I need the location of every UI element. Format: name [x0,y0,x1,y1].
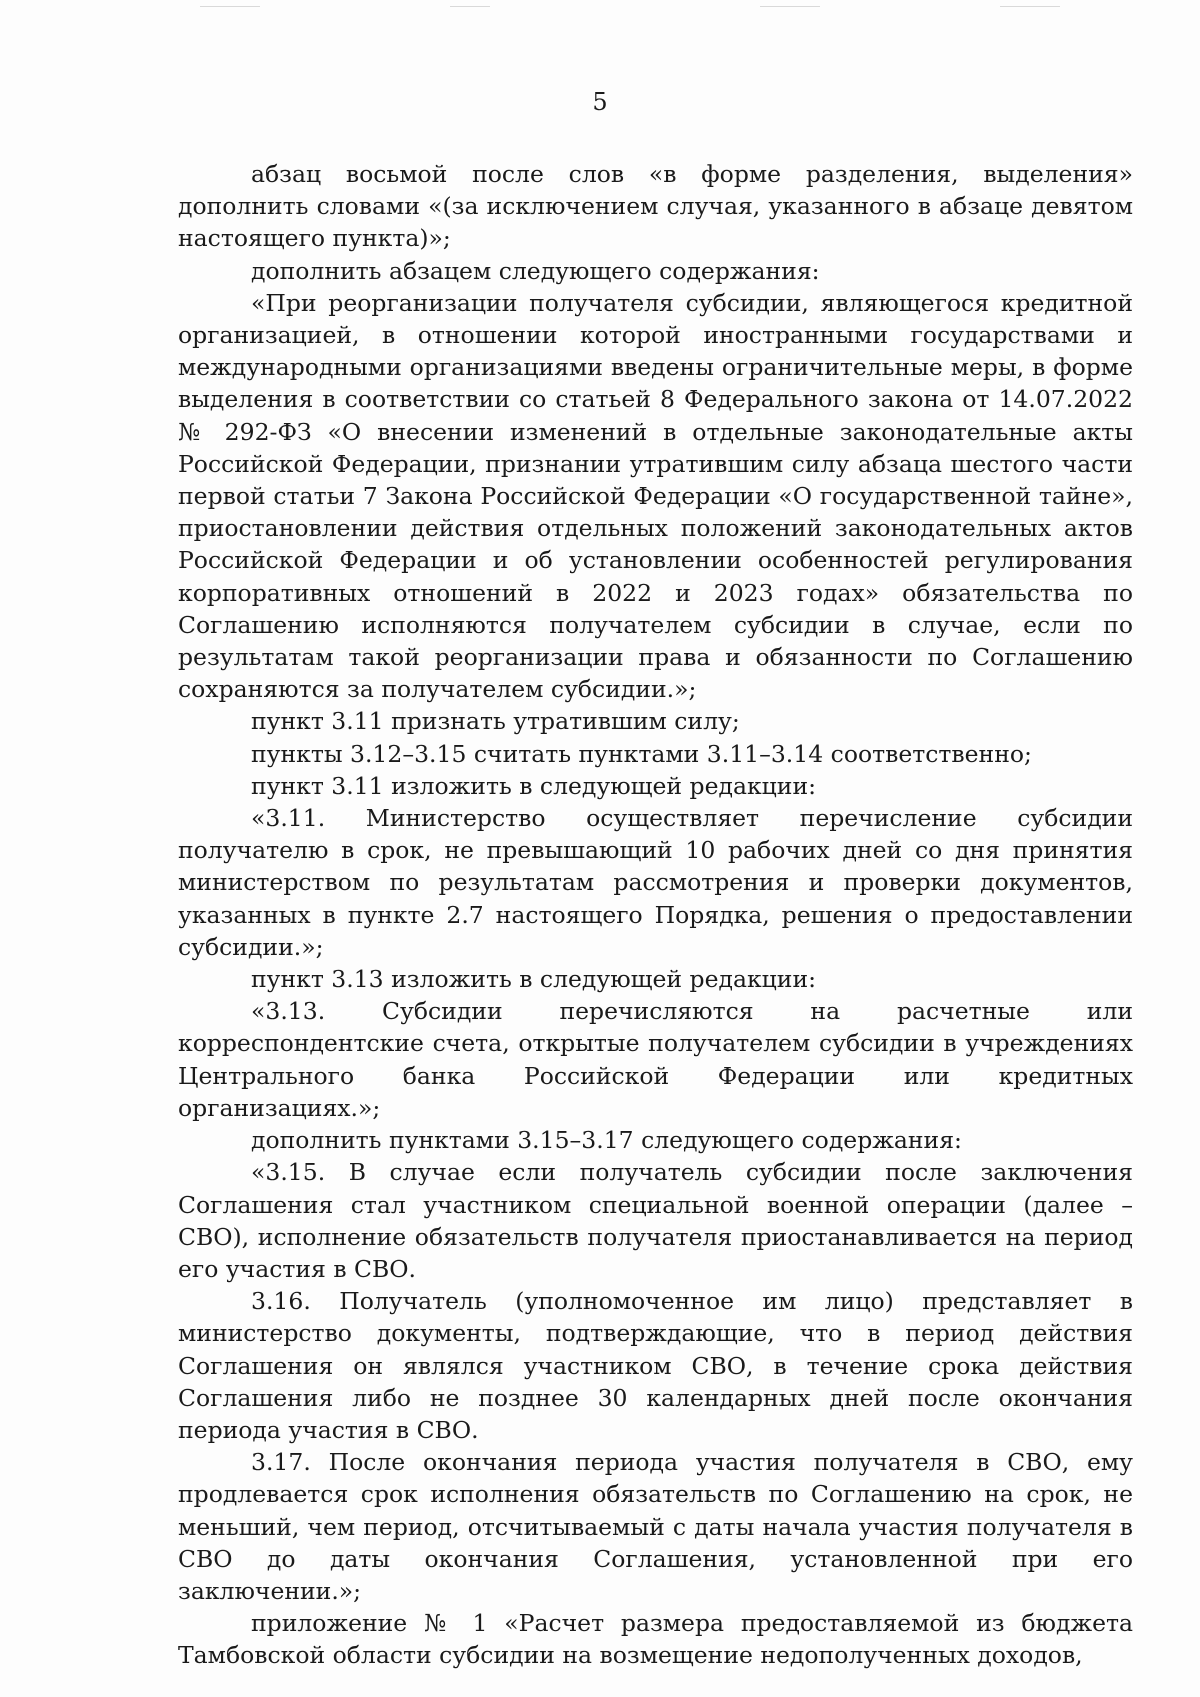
scan-artifact [1000,6,1060,7]
page-number: 5 [592,88,608,116]
paragraph: пункты 3.12–3.15 считать пунктами 3.11–3.14 соответственно; [251,739,1032,768]
paragraph: «3.15. В случае если получатель субсидии после заключения Соглашения стал участником специальной военной операции (далее – СВО), исполнение обязательств получателя приостанавливается на период его участия в СВО. [178,1158,1133,1283]
scan-artifact [450,6,490,7]
paragraph: «3.13. Субсидии перечисляются на расчетные или корреспондентские счета, открытые получателем субсидии в учреждениях Центрального банка Российской Федерации или кредитных организациях.»; [178,997,1133,1122]
paragraph: абзац восьмой после слов «в форме разделения, выделения» дополнить словами «(за исключением случая, указанного в абзаце девятом настоящего пункта)»; [178,160,1133,253]
paragraph: 3.16. Получатель (уполномоченное им лицо) представляет в министерство документы, подтверждающие, что в период действия Соглашения он являлся участником СВО, в течение срока действия Соглашения либо не позднее 30 календарных дней после окончания периода участия в СВО. [178,1287,1133,1444]
paragraph: пункт 3.11 изложить в следующей редакции: [251,771,817,800]
paragraph: дополнить пунктами 3.15–3.17 следующего содержания: [251,1126,962,1155]
paragraph: 3.17. После окончания периода участия получателя в СВО, ему продлевается срок исполнения обязательств по Соглашению на срок, не меньший, чем период, отсчитываемый с даты начала участия получателя в СВО до даты окончания Соглашения, установленной при его заключении.»; [178,1448,1133,1605]
paragraph: «При реорганизации получателя субсидии, являющегося кредитной организацией, в отношении которой иностранными государствами и международными организациями введены ограничительные меры, в форме выделения в соответствии со статьей 8 Федерального закона от 14.07.2022 № 292-ФЗ «О внесении изменений в отдельные законодательные акты Российской Федерации, признании утратившим силу абзаца шестого части первой статьи 7 Закона Российской Федерации «О государственной тайне», приостановлении действия отдельных положений законодательных актов Российской Федерации и об установлении особенностей регулирования корпоративных отношений в 2022 и 2023 годах» обязательства по Соглашению исполняются получателем субсидии в случае, если по результатам такой реорганизации права и обязанности по Соглашению сохраняются за получателем субсидии.»; [178,288,1133,704]
scan-artifact [200,6,260,7]
paragraph: пункт 3.13 изложить в следующей редакции: [251,965,817,994]
paragraph: приложение № 1 «Расчет размера предоставляемой из бюджета Тамбовской области субсидии на возмещение недополученных доходов, [178,1609,1133,1670]
paragraph: «3.11. Министерство осуществляет перечисление субсидии получателю в срок, не превышающий 10 рабочих дней со дня принятия министерством по результатам рассмотрения и проверки документов, указанных в пункте 2.7 настоящего Порядка, решения о предоставлении субсидии.»; [178,804,1133,961]
paragraph: дополнить абзацем следующего содержания: [251,256,820,285]
paragraph: пункт 3.11 признать утратившим силу; [251,707,740,736]
document-body [178,158,1133,1672]
scan-artifact [760,6,820,7]
